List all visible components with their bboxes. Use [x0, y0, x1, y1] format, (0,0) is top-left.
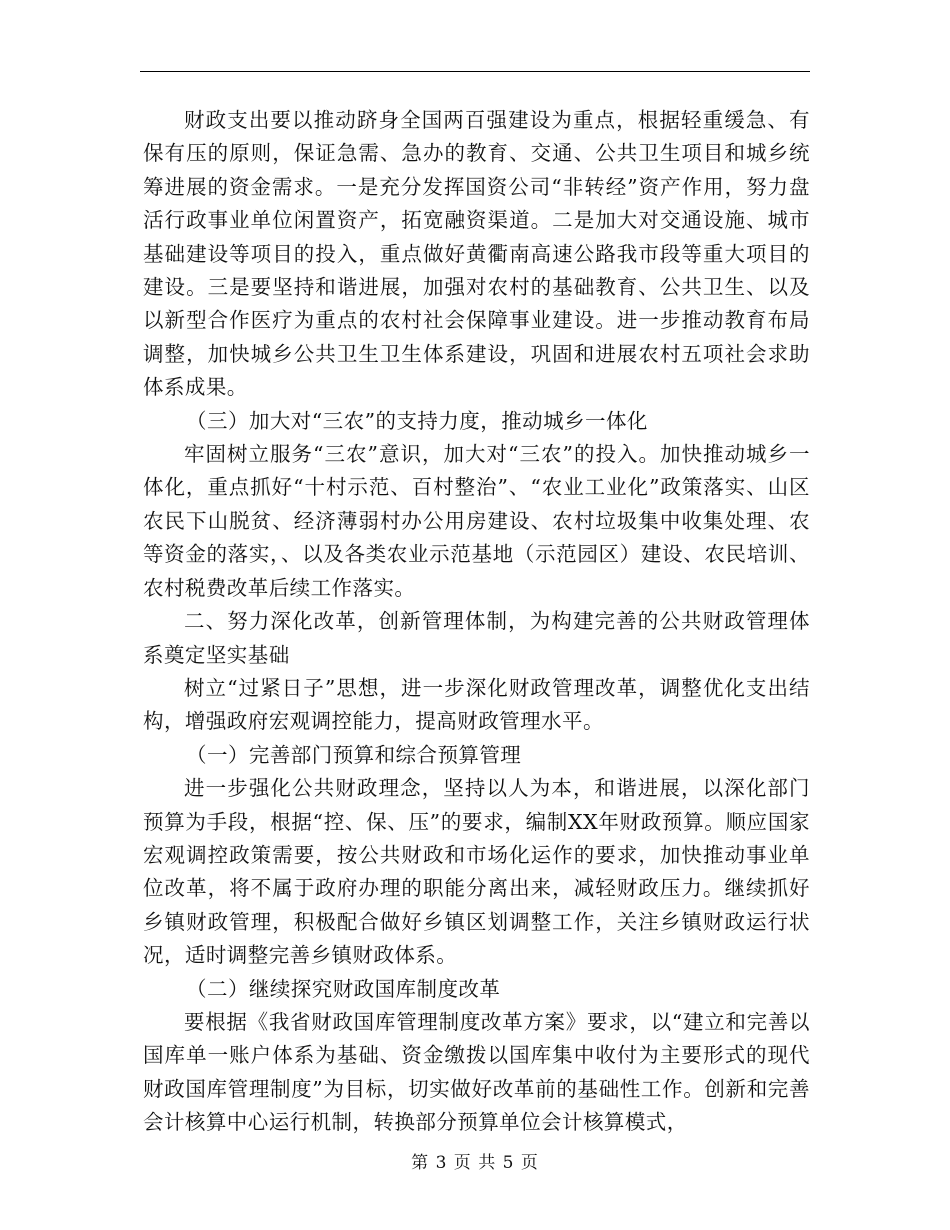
- paragraph: 要根据《我省财政国库管理制度改革方案》要求，以“建立和完善以国库单一账户体系为基础、资金缴拨以国库集中收付为主要形式的现代财政国库管理制度”为目标，切实做好改革前的基础性工作。创新和完善会计核算中心运行机制，转换部分预算单位会计核算模式，: [143, 1009, 810, 1135]
- section-heading: （一）完善部门预算和综合预算管理: [186, 742, 522, 767]
- page-number-footer: 第 3 页 共 5 页: [411, 1153, 539, 1173]
- paragraph: 进一步强化公共财政理念，坚持以人为本，和谐进展，以深化部门预算为手段，根据“控、保、压”的要求，编制XX年财政预算。顺应国家宏观调控政策需要，按公共财政和市场化运作的要求，加快推动事业单位改革，将不属于政府办理的职能分离出来，减轻财政压力。继续抓好乡镇财政管理，积极配合做好乡镇区划调整工作，关注乡镇财政运行状况，适时调整完善乡镇财政体系。: [143, 776, 810, 968]
- paragraph: 树立“过紧日子”思想，进一步深化财政管理改革，调整优化支出结构，增强政府宏观调控能力，提高财政管理水平。: [143, 675, 810, 734]
- paragraph: 财政支出要以推动跻身全国两百强建设为重点，根据轻重缓急、有保有压的原则，保证急需、急办的教育、交通、公共卫生项目和城乡统筹进展的资金需求。一是充分发挥国资公司“非转经”资产作用，努力盘活行政事业单位闲置资产，拓宽融资渠道。二是加大对交通设施、城市基础建设等项目的投入，重点做好黄衢南高速公路我市段等重大项目的建设。三是要坚持和谐进展，加强对农村的基础教育、公共卫生、以及以新型合作医疗为重点的农村社会保障事业建设。进一步推动教育布局调整，加快城乡公共卫生卫生体系建设，巩固和进展农村五项社会求助体系成果。: [143, 108, 810, 400]
- section-heading: （三）加大对“三农”的支持力度，推动城乡一体化: [186, 408, 648, 433]
- section-heading: （二）继续探究财政国库制度改革: [186, 976, 501, 1001]
- paragraph: 牢固树立服务“三农”意识，加大对“三农”的投入。加快推动城乡一体化，重点抓好“十村示范、百村整治”、“农业工业化”政策落实、山区农民下山脱贫、经济薄弱村办公用房建设、农村垃圾集中收集处理、农等资金的落实，、以及各类农业示范基地（示范园区）建设、农民培训、农村税费改革后续工作落实。: [143, 442, 810, 600]
- section-title: 二、努力深化改革，创新管理体制，为构建完善的公共财政管理体系奠定坚实基础: [143, 609, 810, 667]
- header-rule: [140, 71, 810, 72]
- document-body: [143, 104, 810, 1140]
